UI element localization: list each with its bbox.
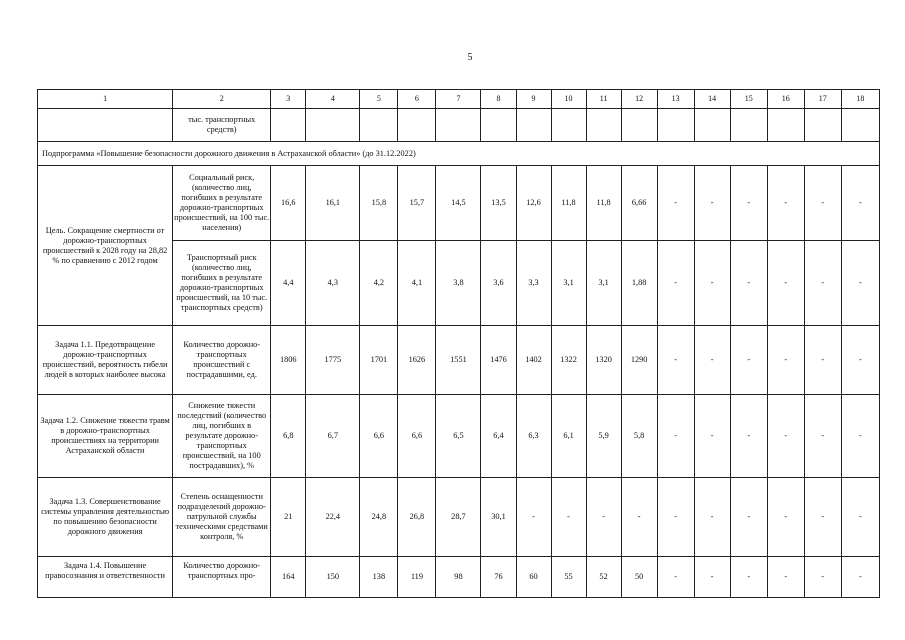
value-cell: - xyxy=(804,478,841,557)
indicator-cell: Количество дорожно-транспортных про- xyxy=(173,557,271,598)
value-cell: 11,8 xyxy=(586,166,621,241)
value-cell: - xyxy=(730,326,767,395)
value-cell: - xyxy=(804,557,841,598)
column-number: 9 xyxy=(516,90,551,109)
goal-cell: Цель. Сокращение смертности от дорожно-транспортных происшествий к 2028 году на 28,82 % по сравнению с 2012 годом xyxy=(38,166,173,326)
indicator-cell: Снижение тяжести последствий (количество лиц, погибших в результате дорожно-транспортных происшествий, на 100 пострадавших), % xyxy=(173,395,271,478)
value-cell: 6,5 xyxy=(436,395,481,478)
column-number: 10 xyxy=(551,90,586,109)
continuation-row xyxy=(38,109,880,142)
value-cell: 138 xyxy=(360,557,398,598)
value-cell: 76 xyxy=(481,557,516,598)
column-number: 1 xyxy=(38,90,173,109)
task-cell: Задача 1.2. Снижение тяжести травм в дорожно-транспортных происшествиях на территории Астраханской области xyxy=(38,395,173,478)
task-row xyxy=(38,326,880,395)
column-number: 2 xyxy=(173,90,271,109)
value-cell: 3,1 xyxy=(551,241,586,326)
empty-cell xyxy=(730,109,767,142)
column-number: 15 xyxy=(730,90,767,109)
value-cell: - xyxy=(657,241,694,326)
empty-cell xyxy=(694,109,730,142)
value-cell: 30,1 xyxy=(481,478,516,557)
value-cell: 26,8 xyxy=(398,478,436,557)
value-cell: - xyxy=(621,478,657,557)
value-cell: 1701 xyxy=(360,326,398,395)
subprogram-title: Подпрограмма «Повышение безопасности дорожного движения в Астраханской области» (до 31.12.2022) xyxy=(38,142,880,166)
value-cell: - xyxy=(841,557,879,598)
value-cell: 3,6 xyxy=(481,241,516,326)
indicator-cell: Степень оснащенности подразделений дорожно-патрульной службы техническими средствами контроля, % xyxy=(173,478,271,557)
value-cell: - xyxy=(657,557,694,598)
value-cell: 50 xyxy=(621,557,657,598)
empty-cell xyxy=(516,109,551,142)
column-number: 6 xyxy=(398,90,436,109)
value-cell: 119 xyxy=(398,557,436,598)
value-cell: 13,5 xyxy=(481,166,516,241)
column-number: 14 xyxy=(694,90,730,109)
value-cell: 1322 xyxy=(551,326,586,395)
header-row xyxy=(38,90,880,109)
column-number: 17 xyxy=(804,90,841,109)
value-cell: - xyxy=(657,166,694,241)
task-row xyxy=(38,557,880,598)
value-cell: 1402 xyxy=(516,326,551,395)
value-cell: - xyxy=(841,478,879,557)
empty-cell xyxy=(481,109,516,142)
empty-cell xyxy=(657,109,694,142)
column-number: 8 xyxy=(481,90,516,109)
value-cell: 12,6 xyxy=(516,166,551,241)
value-cell: 52 xyxy=(586,557,621,598)
value-cell: 6,3 xyxy=(516,395,551,478)
value-cell: 6,8 xyxy=(271,395,306,478)
value-cell: 4,2 xyxy=(360,241,398,326)
value-cell: - xyxy=(694,395,730,478)
task-cell: Задача 1.3. Совершенствование системы управления деятельностью по повышению безопасности дорожного движения xyxy=(38,478,173,557)
value-cell: 6,6 xyxy=(398,395,436,478)
empty-cell xyxy=(271,109,306,142)
value-cell: 6,6 xyxy=(360,395,398,478)
empty-cell xyxy=(436,109,481,142)
value-cell: 6,4 xyxy=(481,395,516,478)
column-number: 3 xyxy=(271,90,306,109)
value-cell: - xyxy=(586,478,621,557)
indicator-cell: Социальный риск, (количество лиц, погибших в результате дорожно-транспортных происшествий, на 100 тыс. населения) xyxy=(173,166,271,241)
value-cell: - xyxy=(841,395,879,478)
value-cell: 1320 xyxy=(586,326,621,395)
indicator-cell: Транспортный риск (количество лиц, погибших в результате дорожно-транспортных происшествий, на 10 тыс. транспортных средств) xyxy=(173,241,271,326)
value-cell: - xyxy=(841,166,879,241)
value-cell: 14,5 xyxy=(436,166,481,241)
value-cell: 6,66 xyxy=(621,166,657,241)
value-cell: - xyxy=(657,326,694,395)
value-cell: 4,4 xyxy=(271,241,306,326)
value-cell: 3,8 xyxy=(436,241,481,326)
value-cell: - xyxy=(767,326,804,395)
value-cell: - xyxy=(657,395,694,478)
value-cell: 1,88 xyxy=(621,241,657,326)
empty-cell xyxy=(586,109,621,142)
value-cell: 5,8 xyxy=(621,395,657,478)
empty-cell xyxy=(621,109,657,142)
column-number: 4 xyxy=(306,90,360,109)
value-cell: 60 xyxy=(516,557,551,598)
value-cell: 3,1 xyxy=(586,241,621,326)
empty-cell xyxy=(551,109,586,142)
value-cell: - xyxy=(730,557,767,598)
value-cell: - xyxy=(767,241,804,326)
value-cell: - xyxy=(767,478,804,557)
task-cell: Задача 1.1. Предотвращение дорожно-транспортных происшествий, вероятность гибели людей в которых наиболее высока xyxy=(38,326,173,395)
empty-cell xyxy=(804,109,841,142)
value-cell: 4,3 xyxy=(306,241,360,326)
value-cell: - xyxy=(767,166,804,241)
value-cell: 3,3 xyxy=(516,241,551,326)
indicator-cell: тыс. транспортных средств) xyxy=(173,109,271,142)
indicator-cell: Количество дорожно-транспортных происшествий с пострадавшими, ед. xyxy=(173,326,271,395)
column-number: 16 xyxy=(767,90,804,109)
value-cell: 150 xyxy=(306,557,360,598)
value-cell: - xyxy=(694,557,730,598)
value-cell: - xyxy=(730,395,767,478)
value-cell: 21 xyxy=(271,478,306,557)
column-number: 5 xyxy=(360,90,398,109)
column-number: 7 xyxy=(436,90,481,109)
value-cell: - xyxy=(767,395,804,478)
value-cell: 1476 xyxy=(481,326,516,395)
value-cell: - xyxy=(551,478,586,557)
value-cell: 16,1 xyxy=(306,166,360,241)
value-cell: - xyxy=(694,166,730,241)
empty-cell xyxy=(841,109,879,142)
value-cell: - xyxy=(516,478,551,557)
value-cell: 55 xyxy=(551,557,586,598)
value-cell: 98 xyxy=(436,557,481,598)
value-cell: 15,7 xyxy=(398,166,436,241)
value-cell: 11,8 xyxy=(551,166,586,241)
goal-row xyxy=(38,166,880,241)
task-cell: Задача 1.4. Повышение правосознания и ответственности xyxy=(38,557,173,598)
value-cell: - xyxy=(694,241,730,326)
column-number: 12 xyxy=(621,90,657,109)
value-cell: - xyxy=(841,326,879,395)
value-cell: - xyxy=(730,166,767,241)
value-cell: - xyxy=(657,478,694,557)
value-cell: 1290 xyxy=(621,326,657,395)
column-number: 11 xyxy=(586,90,621,109)
subprogram-row xyxy=(38,142,880,166)
value-cell: - xyxy=(804,395,841,478)
value-cell: 28,7 xyxy=(436,478,481,557)
value-cell: - xyxy=(841,241,879,326)
value-cell: - xyxy=(804,241,841,326)
value-cell: - xyxy=(730,478,767,557)
column-number: 18 xyxy=(841,90,879,109)
column-number: 13 xyxy=(657,90,694,109)
task-row xyxy=(38,478,880,557)
value-cell: - xyxy=(804,166,841,241)
value-cell: 22,4 xyxy=(306,478,360,557)
empty-cell xyxy=(38,109,173,142)
value-cell: 6,7 xyxy=(306,395,360,478)
value-cell: 1806 xyxy=(271,326,306,395)
value-cell: 4,1 xyxy=(398,241,436,326)
value-cell: 1626 xyxy=(398,326,436,395)
value-cell: 15,8 xyxy=(360,166,398,241)
value-cell: - xyxy=(694,326,730,395)
empty-cell xyxy=(306,109,360,142)
value-cell: - xyxy=(804,326,841,395)
value-cell: 1551 xyxy=(436,326,481,395)
value-cell: - xyxy=(767,557,804,598)
value-cell: - xyxy=(730,241,767,326)
value-cell: 16,6 xyxy=(271,166,306,241)
value-cell: 5,9 xyxy=(586,395,621,478)
value-cell: 6,1 xyxy=(551,395,586,478)
value-cell: 1775 xyxy=(306,326,360,395)
value-cell: 24,8 xyxy=(360,478,398,557)
task-row xyxy=(38,395,880,478)
value-cell: 164 xyxy=(271,557,306,598)
empty-cell xyxy=(360,109,398,142)
value-cell: - xyxy=(694,478,730,557)
indicators-table xyxy=(37,89,880,598)
page-number: 5 xyxy=(467,52,473,63)
empty-cell xyxy=(398,109,436,142)
empty-cell xyxy=(767,109,804,142)
